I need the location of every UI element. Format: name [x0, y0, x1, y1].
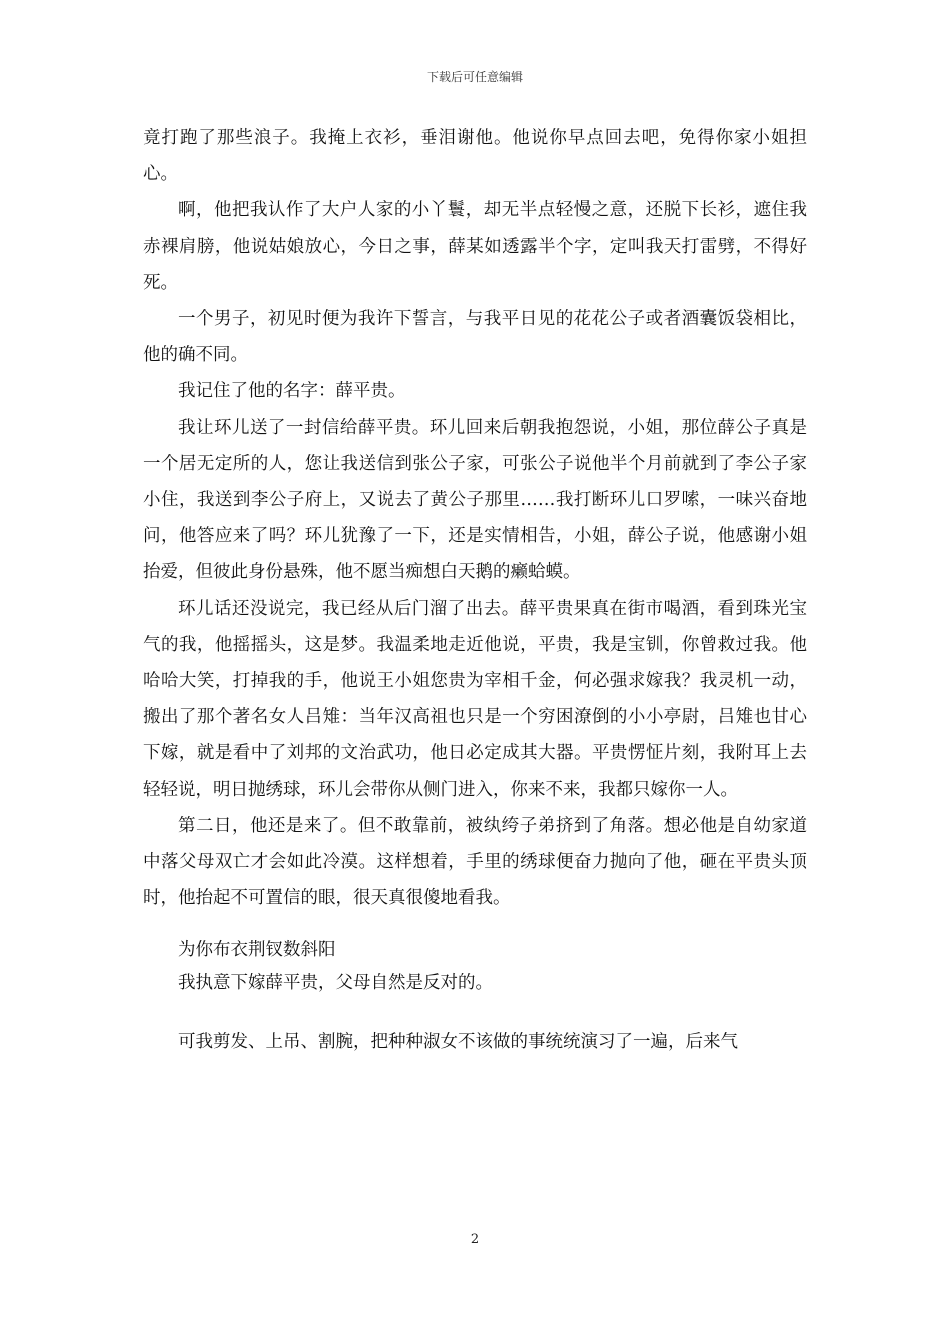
page-number: 2	[470, 1232, 480, 1247]
paragraph-3: 一个男子，初见时便为我许下誓言，与我平日见的花花公子或者酒囊饭袋相比，他的确不同。	[143, 309, 807, 366]
paragraph-2: 啊，他把我认作了大户人家的小丫鬟，却无半点轻慢之意，还脱下长衫，遮住我赤裸肩膀，他说姑娘放心，今日之事，薛某如透露半个字，定叫我天打雷劈，不得好死。	[143, 200, 807, 293]
paragraph-4: 我记住了他的名字：薛平贵。	[178, 381, 406, 402]
section-paragraph-2: 可我剪发、上吊、割腕，把种种淑女不该做的事统统演习了一遍，后来气	[178, 1032, 738, 1053]
page-header: 下载后可任意编辑	[426, 70, 523, 84]
paragraph-7: 第二日，他还是来了。但不敢靠前，被纨绔子弟挤到了角落。想必他是自幼家道中落父母双亡才会如此冷漠。这样想着，手里的绣球便奋力抛向了他，砸在平贵头顶时，他抬起不可置信的眼，很天真很傻地看我。	[143, 815, 807, 909]
section-title: 为你布衣荆钗数斜阳	[178, 940, 336, 961]
section-paragraph-1: 我执意下嫁薛平贵，父母自然是反对的。	[178, 973, 493, 994]
paragraph-1: 竟打跑了那些浪子。我掩上衣衫，垂泪谢他。他说你早点回去吧，免得你家小姐担心。	[143, 128, 807, 185]
paragraph-6: 环儿话还没说完，我已经从后门溜了出去。薛平贵果真在街市喝酒，看到珠光宝气的我，他摇摇头，这是梦。我温柔地走近他说，平贵，我是宝钏，你曾救过我。他哈哈大笑，打掉我的手，他说王小姐您贵为宰相千金，何必强求嫁我？我灵机一动，搬出了那个著名女人吕雉：当年汉高祖也只是一个穷困潦倒的小小亭尉，吕雉也甘心下嫁，就是看中了刘邦的文治武功，他日必定成其大器。平贵愣怔片刻，我附耳上去轻轻说，明日抛绣球，环儿会带你从侧门进入，你来不来，我都只嫁你一人。	[143, 598, 807, 800]
document-body	[143, 120, 807, 1061]
paragraph-5: 我让环儿送了一封信给薛平贵。环儿回来后朝我抱怨说，小姐，那位薛公子真是一个居无定所的人，您让我送信到张公子家，可张公子说他半个月前就到了李公子家小住，我送到李公子府上，又说去了黄公子那里……我打断环儿口罗嗦，一味兴奋地问，他答应来了吗？环儿犹豫了一下，还是实情相告，小姐，薛公子说，他感谢小姐抬爱，但彼此身份悬殊，他不愿当痴想白天鹅的癞蛤蟆。	[143, 417, 807, 583]
